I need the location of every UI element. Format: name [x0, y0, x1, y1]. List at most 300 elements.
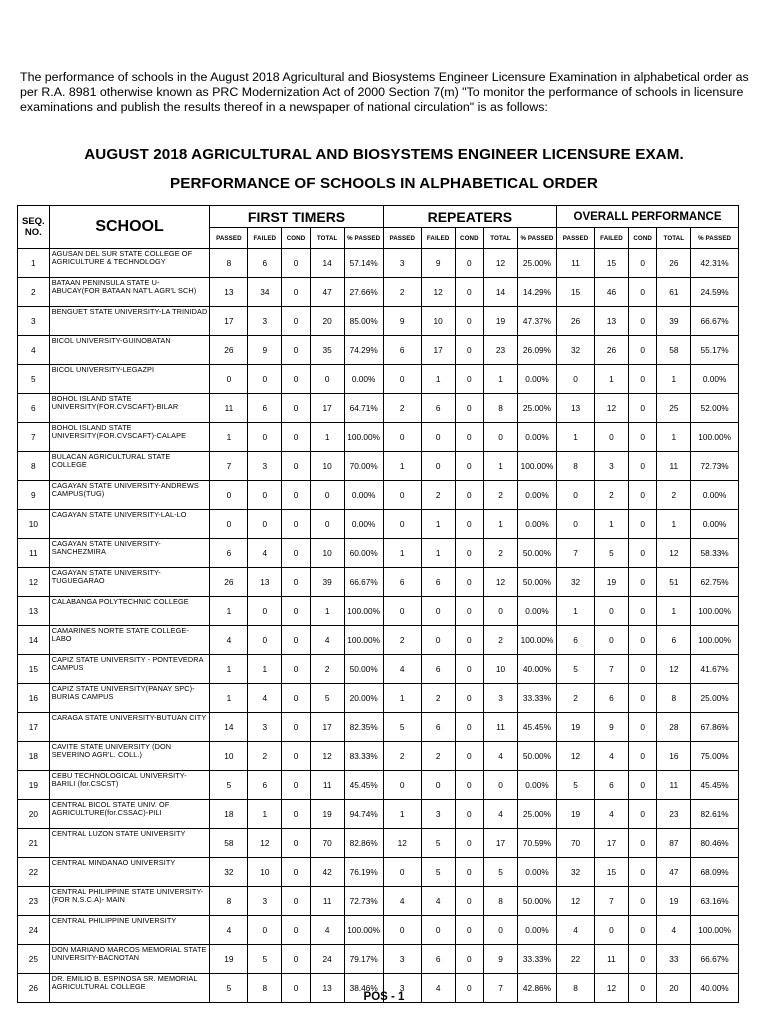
repeat-total-cell: 17 — [484, 829, 518, 858]
school-name-cell: CAGAYAN STATE UNIVERSITY-LAL-LO — [49, 510, 210, 539]
repeat-passed-cell: 1 — [383, 684, 421, 713]
sub-header-total: TOTAL — [657, 228, 691, 249]
first-failed-cell: 3 — [248, 713, 282, 742]
overall-cond-cell: 0 — [628, 771, 657, 800]
overall-pct-cell: 40.00% — [691, 974, 739, 1003]
overall-total-cell: 4 — [657, 916, 691, 945]
repeat-failed-cell: 0 — [421, 597, 455, 626]
overall-failed-cell: 6 — [595, 771, 629, 800]
first-passed-cell: 0 — [210, 481, 248, 510]
first-passed-cell: 1 — [210, 655, 248, 684]
first-failed-cell: 0 — [248, 510, 282, 539]
repeat-pct-cell: 0.00% — [517, 510, 556, 539]
seq-no-cell: 20 — [18, 800, 50, 829]
repeat-total-cell: 8 — [484, 887, 518, 916]
first-failed-cell: 0 — [248, 916, 282, 945]
first-pct-cell: 72.73% — [344, 887, 383, 916]
first-failed-cell: 4 — [248, 684, 282, 713]
repeat-total-cell: 9 — [484, 945, 518, 974]
overall-total-cell: 33 — [657, 945, 691, 974]
repeat-failed-cell: 6 — [421, 945, 455, 974]
overall-failed-cell: 0 — [595, 916, 629, 945]
repeat-total-cell: 8 — [484, 394, 518, 423]
first-cond-cell: 0 — [282, 452, 311, 481]
intro-paragraph: The performance of schools in the August 2018 Agricultural and Biosystems Engineer Licensure Examination in alphabetical order as per R.A. 8981 otherwise known as PRC Modernization Act of 2000 Section 7(m) "To monitor the performance of schools in licensure examinations and publish the results thereof in a newspaper of national circulation" is as follows: — [20, 70, 749, 114]
school-name-cell: CENTRAL PHILIPPINE STATE UNIVERSITY-(FOR N.S.C.A)- MAIN — [49, 887, 210, 916]
seq-no-cell: 15 — [18, 655, 50, 684]
seq-no-cell: 6 — [18, 394, 50, 423]
overall-cond-cell: 0 — [628, 423, 657, 452]
first-passed-cell: 18 — [210, 800, 248, 829]
overall-cond-cell: 0 — [628, 713, 657, 742]
sub-header-passed: PASSED — [557, 228, 595, 249]
first-passed-cell: 7 — [210, 452, 248, 481]
page-subtitle: PERFORMANCE OF SCHOOLS IN ALPHABETICAL ORDER — [170, 175, 598, 192]
repeat-total-cell: 5 — [484, 858, 518, 887]
repeat-pct-cell: 0.00% — [517, 771, 556, 800]
first-failed-cell: 6 — [248, 394, 282, 423]
overall-pct-cell: 100.00% — [691, 423, 739, 452]
first-pct-cell: 57.14% — [344, 249, 383, 278]
repeat-total-cell: 7 — [484, 974, 518, 1003]
first-failed-cell: 8 — [248, 974, 282, 1003]
overall-cond-cell: 0 — [628, 974, 657, 1003]
overall-total-cell: 2 — [657, 481, 691, 510]
overall-cond-cell: 0 — [628, 539, 657, 568]
first-total-cell: 10 — [310, 452, 344, 481]
overall-total-cell: 11 — [657, 771, 691, 800]
school-name-cell: CAGAYAN STATE UNIVERSITY-TUGUEGARAO — [49, 568, 210, 597]
first-pct-cell: 0.00% — [344, 510, 383, 539]
table-row — [18, 800, 739, 829]
overall-passed-cell: 70 — [557, 829, 595, 858]
first-total-cell: 10 — [310, 539, 344, 568]
repeat-cond-cell: 0 — [455, 655, 484, 684]
first-failed-cell: 5 — [248, 945, 282, 974]
first-passed-cell: 17 — [210, 307, 248, 336]
overall-passed-cell: 32 — [557, 336, 595, 365]
repeat-total-cell: 10 — [484, 655, 518, 684]
repeat-cond-cell: 0 — [455, 336, 484, 365]
school-name-cell: BENGUET STATE UNIVERSITY-LA TRINIDAD — [49, 307, 210, 336]
table-row — [18, 365, 739, 394]
table-row — [18, 423, 739, 452]
table-row — [18, 713, 739, 742]
repeat-cond-cell: 0 — [455, 365, 484, 394]
overall-failed-cell: 15 — [595, 858, 629, 887]
school-name-cell: CAGAYAN STATE UNIVERSITY-SANCHEZMIRA — [49, 539, 210, 568]
overall-passed-cell: 12 — [557, 887, 595, 916]
repeat-cond-cell: 0 — [455, 597, 484, 626]
overall-total-cell: 20 — [657, 974, 691, 1003]
repeat-passed-cell: 3 — [383, 974, 421, 1003]
first-cond-cell: 0 — [282, 539, 311, 568]
first-failed-cell: 3 — [248, 887, 282, 916]
first-cond-cell: 0 — [282, 394, 311, 423]
first-passed-cell: 1 — [210, 684, 248, 713]
first-cond-cell: 0 — [282, 597, 311, 626]
sub-header-failed: FAILED — [248, 228, 282, 249]
overall-passed-cell: 8 — [557, 974, 595, 1003]
first-passed-cell: 1 — [210, 597, 248, 626]
first-passed-cell: 0 — [210, 365, 248, 394]
repeat-failed-cell: 1 — [421, 510, 455, 539]
overall-cond-cell: 0 — [628, 510, 657, 539]
overall-passed-cell: 22 — [557, 945, 595, 974]
overall-failed-cell: 17 — [595, 829, 629, 858]
overall-passed-cell: 13 — [557, 394, 595, 423]
first-failed-cell: 6 — [248, 249, 282, 278]
school-performance-table — [17, 205, 739, 1003]
seq-no-cell: 21 — [18, 829, 50, 858]
school-name-cell: AGUSAN DEL SUR STATE COLLEGE OF AGRICULTURE & TECHNOLOGY — [49, 249, 210, 278]
first-failed-cell: 13 — [248, 568, 282, 597]
overall-failed-cell: 13 — [595, 307, 629, 336]
first-passed-cell: 4 — [210, 916, 248, 945]
overall-total-cell: 87 — [657, 829, 691, 858]
sub-header-pct-passed: % PASSED — [691, 228, 739, 249]
overall-pct-cell: 68.09% — [691, 858, 739, 887]
repeat-failed-cell: 17 — [421, 336, 455, 365]
repeat-pct-cell: 0.00% — [517, 423, 556, 452]
repeat-pct-cell: 100.00% — [517, 452, 556, 481]
repeat-pct-cell: 25.00% — [517, 394, 556, 423]
school-name-cell: BATAAN PENINSULA STATE U-ABUCAY(FOR BATAAN NAT'L AGR'L SCH) — [49, 278, 210, 307]
first-passed-cell: 8 — [210, 249, 248, 278]
first-failed-cell: 3 — [248, 307, 282, 336]
first-cond-cell: 0 — [282, 800, 311, 829]
repeat-total-cell: 2 — [484, 626, 518, 655]
overall-pct-cell: 24.59% — [691, 278, 739, 307]
seq-no-cell: 26 — [18, 974, 50, 1003]
table-row — [18, 568, 739, 597]
first-passed-cell: 6 — [210, 539, 248, 568]
first-cond-cell: 0 — [282, 974, 311, 1003]
repeat-pct-cell: 14.29% — [517, 278, 556, 307]
repeat-pct-cell: 0.00% — [517, 597, 556, 626]
overall-cond-cell: 0 — [628, 916, 657, 945]
overall-cond-cell: 0 — [628, 684, 657, 713]
repeat-passed-cell: 0 — [383, 423, 421, 452]
table-row — [18, 742, 739, 771]
repeat-passed-cell: 1 — [383, 800, 421, 829]
first-pct-cell: 100.00% — [344, 423, 383, 452]
sub-header-pct-passed: % PASSED — [344, 228, 383, 249]
seq-no-cell: 11 — [18, 539, 50, 568]
repeat-failed-cell: 2 — [421, 684, 455, 713]
repeat-pct-cell: 26.09% — [517, 336, 556, 365]
first-failed-cell: 1 — [248, 800, 282, 829]
table-row — [18, 887, 739, 916]
repeat-total-cell: 1 — [484, 452, 518, 481]
repeat-pct-cell: 70.59% — [517, 829, 556, 858]
repeat-total-cell: 12 — [484, 249, 518, 278]
overall-pct-cell: 80.46% — [691, 829, 739, 858]
repeat-failed-cell: 4 — [421, 974, 455, 1003]
repeat-pct-cell: 50.00% — [517, 539, 556, 568]
overall-cond-cell: 0 — [628, 307, 657, 336]
first-cond-cell: 0 — [282, 336, 311, 365]
overall-pct-cell: 25.00% — [691, 684, 739, 713]
first-passed-cell: 19 — [210, 945, 248, 974]
repeat-cond-cell: 0 — [455, 394, 484, 423]
repeat-cond-cell: 0 — [455, 974, 484, 1003]
repeat-total-cell: 2 — [484, 539, 518, 568]
repeat-passed-cell: 6 — [383, 336, 421, 365]
overall-cond-cell: 0 — [628, 858, 657, 887]
repeat-pct-cell: 50.00% — [517, 568, 556, 597]
first-failed-cell: 0 — [248, 626, 282, 655]
first-cond-cell: 0 — [282, 481, 311, 510]
first-total-cell: 39 — [310, 568, 344, 597]
overall-passed-cell: 1 — [557, 423, 595, 452]
overall-failed-cell: 3 — [595, 452, 629, 481]
repeat-cond-cell: 0 — [455, 713, 484, 742]
repeat-failed-cell: 3 — [421, 800, 455, 829]
repeat-cond-cell: 0 — [455, 626, 484, 655]
table-row — [18, 829, 739, 858]
sub-header-total: TOTAL — [484, 228, 518, 249]
sub-header-pct-passed: % PASSED — [517, 228, 556, 249]
repeat-cond-cell: 0 — [455, 249, 484, 278]
table-row — [18, 626, 739, 655]
first-pct-cell: 60.00% — [344, 539, 383, 568]
overall-total-cell: 28 — [657, 713, 691, 742]
repeat-total-cell: 2 — [484, 481, 518, 510]
overall-failed-cell: 12 — [595, 394, 629, 423]
overall-failed-cell: 19 — [595, 568, 629, 597]
repeat-total-cell: 0 — [484, 597, 518, 626]
repeat-failed-cell: 6 — [421, 394, 455, 423]
repeat-total-cell: 11 — [484, 713, 518, 742]
table-row — [18, 771, 739, 800]
seq-no-cell: 13 — [18, 597, 50, 626]
overall-failed-cell: 1 — [595, 510, 629, 539]
first-pct-cell: 100.00% — [344, 916, 383, 945]
repeat-passed-cell: 3 — [383, 249, 421, 278]
repeat-passed-cell: 2 — [383, 278, 421, 307]
sub-header-passed: PASSED — [210, 228, 248, 249]
overall-pct-cell: 66.67% — [691, 945, 739, 974]
first-pct-cell: 70.00% — [344, 452, 383, 481]
repeat-cond-cell: 0 — [455, 452, 484, 481]
seq-no-cell: 24 — [18, 916, 50, 945]
overall-total-cell: 1 — [657, 365, 691, 394]
first-cond-cell: 0 — [282, 307, 311, 336]
first-timers-header: FIRST TIMERS — [210, 206, 383, 228]
first-cond-cell: 0 — [282, 249, 311, 278]
repeat-cond-cell: 0 — [455, 423, 484, 452]
repeaters-header: REPEATERS — [383, 206, 556, 228]
overall-pct-cell: 67.86% — [691, 713, 739, 742]
school-name-cell: DON MARIANO MARCOS MEMORIAL STATE UNIVERSITY-BACNOTAN — [49, 945, 210, 974]
repeat-pct-cell: 0.00% — [517, 916, 556, 945]
first-pct-cell: 0.00% — [344, 365, 383, 394]
overall-total-cell: 26 — [657, 249, 691, 278]
overall-passed-cell: 19 — [557, 713, 595, 742]
seq-no-cell: 25 — [18, 945, 50, 974]
overall-total-cell: 23 — [657, 800, 691, 829]
seq-no-cell: 16 — [18, 684, 50, 713]
first-passed-cell: 32 — [210, 858, 248, 887]
seq-no-cell: 1 — [18, 249, 50, 278]
first-passed-cell: 26 — [210, 336, 248, 365]
overall-failed-cell: 26 — [595, 336, 629, 365]
first-failed-cell: 1 — [248, 655, 282, 684]
table-row — [18, 481, 739, 510]
overall-cond-cell: 0 — [628, 394, 657, 423]
repeat-pct-cell: 0.00% — [517, 481, 556, 510]
repeat-total-cell: 4 — [484, 742, 518, 771]
overall-failed-cell: 46 — [595, 278, 629, 307]
repeat-pct-cell: 0.00% — [517, 365, 556, 394]
overall-failed-cell: 7 — [595, 655, 629, 684]
first-total-cell: 42 — [310, 858, 344, 887]
overall-passed-cell: 0 — [557, 365, 595, 394]
overall-passed-cell: 5 — [557, 771, 595, 800]
repeat-passed-cell: 0 — [383, 858, 421, 887]
page-number: POS - 1 — [363, 991, 405, 1003]
first-total-cell: 19 — [310, 800, 344, 829]
repeat-cond-cell: 0 — [455, 539, 484, 568]
repeat-total-cell: 0 — [484, 916, 518, 945]
seq-no-cell: 9 — [18, 481, 50, 510]
first-failed-cell: 0 — [248, 365, 282, 394]
repeat-cond-cell: 0 — [455, 307, 484, 336]
first-pct-cell: 64.71% — [344, 394, 383, 423]
school-name-cell: CENTRAL MINDANAO UNIVERSITY — [49, 858, 210, 887]
school-name-cell: CALABANGA POLYTECHNIC COLLEGE — [49, 597, 210, 626]
overall-passed-cell: 12 — [557, 742, 595, 771]
first-total-cell: 17 — [310, 394, 344, 423]
repeat-pct-cell: 33.33% — [517, 684, 556, 713]
seq-no-cell: 3 — [18, 307, 50, 336]
first-total-cell: 0 — [310, 510, 344, 539]
repeat-cond-cell: 0 — [455, 916, 484, 945]
repeat-failed-cell: 1 — [421, 539, 455, 568]
first-cond-cell: 0 — [282, 829, 311, 858]
overall-total-cell: 12 — [657, 655, 691, 684]
school-name-cell: BOHOL ISLAND STATE UNIVERSITY(FOR.CVSCAFT)-CALAPE — [49, 423, 210, 452]
overall-failed-cell: 0 — [595, 626, 629, 655]
repeat-passed-cell: 3 — [383, 945, 421, 974]
first-total-cell: 12 — [310, 742, 344, 771]
repeat-pct-cell: 50.00% — [517, 742, 556, 771]
school-name-cell: BOHOL ISLAND STATE UNIVERSITY(FOR.CVSCAFT)-BILAR — [49, 394, 210, 423]
overall-pct-cell: 0.00% — [691, 365, 739, 394]
first-total-cell: 24 — [310, 945, 344, 974]
overall-pct-cell: 0.00% — [691, 481, 739, 510]
table-row — [18, 307, 739, 336]
first-total-cell: 5 — [310, 684, 344, 713]
overall-total-cell: 39 — [657, 307, 691, 336]
seq-no-cell: 17 — [18, 713, 50, 742]
overall-pct-cell: 55.17% — [691, 336, 739, 365]
overall-pct-cell: 82.61% — [691, 800, 739, 829]
table-row — [18, 684, 739, 713]
first-passed-cell: 4 — [210, 626, 248, 655]
overall-cond-cell: 0 — [628, 742, 657, 771]
overall-passed-cell: 26 — [557, 307, 595, 336]
table-row — [18, 452, 739, 481]
overall-passed-cell: 32 — [557, 568, 595, 597]
first-passed-cell: 8 — [210, 887, 248, 916]
first-total-cell: 35 — [310, 336, 344, 365]
overall-total-cell: 1 — [657, 510, 691, 539]
seq-no-header: SEQ. NO. — [18, 206, 50, 249]
seq-no-cell: 7 — [18, 423, 50, 452]
repeat-cond-cell: 0 — [455, 278, 484, 307]
first-failed-cell: 6 — [248, 771, 282, 800]
table-row — [18, 916, 739, 945]
repeat-passed-cell: 4 — [383, 887, 421, 916]
overall-failed-cell: 7 — [595, 887, 629, 916]
repeat-failed-cell: 2 — [421, 481, 455, 510]
overall-passed-cell: 0 — [557, 481, 595, 510]
first-passed-cell: 58 — [210, 829, 248, 858]
school-name-cell: CAMARINES NORTE STATE COLLEGE-LABO — [49, 626, 210, 655]
first-passed-cell: 26 — [210, 568, 248, 597]
repeat-failed-cell: 0 — [421, 423, 455, 452]
overall-total-cell: 6 — [657, 626, 691, 655]
first-pct-cell: 76.19% — [344, 858, 383, 887]
overall-passed-cell: 11 — [557, 249, 595, 278]
overall-total-cell: 16 — [657, 742, 691, 771]
overall-cond-cell: 0 — [628, 887, 657, 916]
first-total-cell: 14 — [310, 249, 344, 278]
overall-cond-cell: 0 — [628, 452, 657, 481]
first-cond-cell: 0 — [282, 771, 311, 800]
overall-failed-cell: 0 — [595, 597, 629, 626]
overall-cond-cell: 0 — [628, 278, 657, 307]
repeat-pct-cell: 25.00% — [517, 800, 556, 829]
overall-passed-cell: 15 — [557, 278, 595, 307]
seq-no-cell: 19 — [18, 771, 50, 800]
school-name-cell: DR. EMILIO B. ESPINOSA SR. MEMORIAL AGRICULTURAL COLLEGE — [49, 974, 210, 1003]
overall-pct-cell: 63.16% — [691, 887, 739, 916]
first-cond-cell: 0 — [282, 887, 311, 916]
first-pct-cell: 83.33% — [344, 742, 383, 771]
repeat-passed-cell: 2 — [383, 394, 421, 423]
first-failed-cell: 9 — [248, 336, 282, 365]
school-name-cell: CAVITE STATE UNIVERSITY (DON SEVERINO AGR'L. COLL.) — [49, 742, 210, 771]
table-row — [18, 655, 739, 684]
overall-cond-cell: 0 — [628, 597, 657, 626]
first-total-cell: 4 — [310, 916, 344, 945]
seq-no-cell: 12 — [18, 568, 50, 597]
repeat-pct-cell: 33.33% — [517, 945, 556, 974]
overall-pct-cell: 62.75% — [691, 568, 739, 597]
first-pct-cell: 100.00% — [344, 626, 383, 655]
table-row — [18, 336, 739, 365]
seq-no-cell: 23 — [18, 887, 50, 916]
overall-passed-cell: 0 — [557, 510, 595, 539]
overall-failed-cell: 11 — [595, 945, 629, 974]
repeat-failed-cell: 0 — [421, 626, 455, 655]
overall-cond-cell: 0 — [628, 626, 657, 655]
overall-total-cell: 58 — [657, 336, 691, 365]
repeat-failed-cell: 0 — [421, 452, 455, 481]
table-row — [18, 249, 739, 278]
first-cond-cell: 0 — [282, 742, 311, 771]
first-pct-cell: 79.17% — [344, 945, 383, 974]
repeat-failed-cell: 6 — [421, 655, 455, 684]
repeat-failed-cell: 10 — [421, 307, 455, 336]
overall-cond-cell: 0 — [628, 365, 657, 394]
repeat-pct-cell: 45.45% — [517, 713, 556, 742]
overall-total-cell: 51 — [657, 568, 691, 597]
repeat-passed-cell: 5 — [383, 713, 421, 742]
